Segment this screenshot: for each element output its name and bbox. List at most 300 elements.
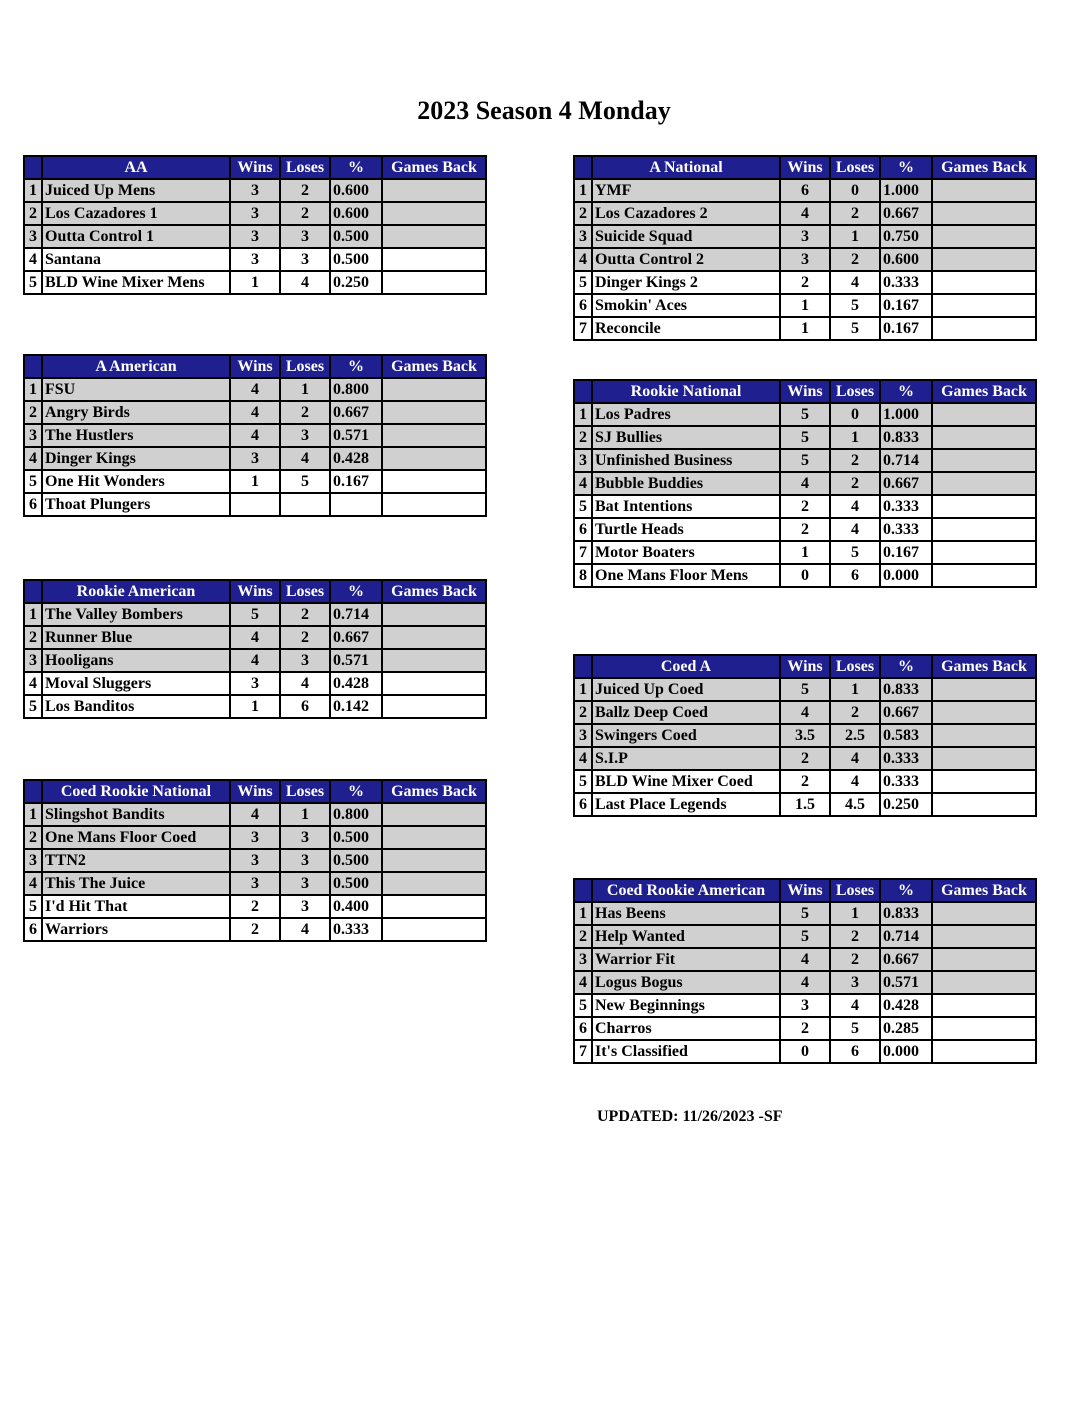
loses-cell: 5 <box>830 317 880 340</box>
team-name-cell: Juiced Up Mens <box>42 179 230 202</box>
pct-cell: 0.428 <box>330 447 382 470</box>
header-wins: Wins <box>780 156 830 179</box>
wins-cell: 2 <box>230 918 280 941</box>
table-row <box>574 1040 1036 1063</box>
table-row <box>24 493 486 516</box>
games-back-cell <box>382 179 486 202</box>
table-row <box>24 803 486 826</box>
team-name-cell: The Hustlers <box>42 424 230 447</box>
pct-cell: 0.667 <box>880 202 932 225</box>
pct-cell: 0.167 <box>330 470 382 493</box>
games-back-cell <box>382 424 486 447</box>
table-row <box>574 426 1036 449</box>
table-row <box>574 701 1036 724</box>
pct-cell: 0.333 <box>330 918 382 941</box>
wins-cell: 4 <box>230 401 280 424</box>
loses-cell: 4 <box>830 770 880 793</box>
rank-cell: 3 <box>574 449 592 472</box>
games-back-cell <box>932 564 1036 587</box>
games-back-cell <box>382 447 486 470</box>
table-row <box>24 248 486 271</box>
pct-cell: 0.167 <box>880 541 932 564</box>
games-back-cell <box>932 248 1036 271</box>
header-division-name: A American <box>42 355 230 378</box>
pct-cell: 0.428 <box>330 672 382 695</box>
table-row <box>24 202 486 225</box>
pct-cell: 0.714 <box>330 603 382 626</box>
wins-cell: 5 <box>780 678 830 701</box>
rank-cell: 1 <box>24 603 42 626</box>
wins-cell: 5 <box>780 449 830 472</box>
team-name-cell: Warrior Fit <box>592 948 780 971</box>
team-name-cell: This The Juice <box>42 872 230 895</box>
pct-cell: 0.583 <box>880 724 932 747</box>
loses-cell: 4 <box>280 271 330 294</box>
rank-cell: 5 <box>24 271 42 294</box>
loses-cell: 3 <box>280 872 330 895</box>
pct-cell <box>330 493 382 516</box>
team-name-cell: Los Cazadores 1 <box>42 202 230 225</box>
games-back-cell <box>932 994 1036 1017</box>
wins-cell: 4 <box>780 948 830 971</box>
table-row <box>24 378 486 401</box>
pct-cell: 0.000 <box>880 564 932 587</box>
rank-cell: 3 <box>24 424 42 447</box>
pct-cell: 0.667 <box>880 701 932 724</box>
pct-cell: 0.500 <box>330 248 382 271</box>
games-back-cell <box>382 649 486 672</box>
table-row <box>24 826 486 849</box>
team-name-cell: Outta Control 1 <box>42 225 230 248</box>
games-back-cell <box>382 695 486 718</box>
header-division-name: Coed Rookie American <box>592 879 780 902</box>
table-row <box>574 948 1036 971</box>
team-name-cell: SJ Bullies <box>592 426 780 449</box>
header-pct: % <box>330 355 382 378</box>
pct-cell: 0.333 <box>880 770 932 793</box>
pct-cell: 0.400 <box>330 895 382 918</box>
table-row <box>24 271 486 294</box>
standings-table-coed-a <box>573 654 1037 817</box>
loses-cell: 2 <box>830 248 880 271</box>
rank-cell: 2 <box>24 401 42 424</box>
team-name-cell: Los Padres <box>592 403 780 426</box>
wins-cell: 0 <box>780 564 830 587</box>
table-header-row <box>24 355 486 378</box>
wins-cell: 5 <box>780 902 830 925</box>
team-name-cell: I'd Hit That <box>42 895 230 918</box>
loses-cell: 3 <box>280 895 330 918</box>
loses-cell: 2 <box>280 401 330 424</box>
pct-cell: 0.571 <box>330 649 382 672</box>
team-name-cell: Swingers Coed <box>592 724 780 747</box>
wins-cell: 5 <box>780 403 830 426</box>
pct-cell: 0.600 <box>880 248 932 271</box>
wins-cell: 3 <box>230 225 280 248</box>
table-row <box>574 724 1036 747</box>
loses-cell: 5 <box>280 470 330 493</box>
header-division-name: Coed A <box>592 655 780 678</box>
header-wins: Wins <box>230 355 280 378</box>
header-wins: Wins <box>780 655 830 678</box>
pct-cell: 0.333 <box>880 518 932 541</box>
table-row <box>24 695 486 718</box>
loses-cell: 1 <box>280 803 330 826</box>
loses-cell: 3 <box>280 826 330 849</box>
rank-cell: 1 <box>574 403 592 426</box>
loses-cell: 5 <box>830 1017 880 1040</box>
table-row <box>574 225 1036 248</box>
table-row <box>574 472 1036 495</box>
loses-cell: 2 <box>280 179 330 202</box>
standings-table-coed-rookie-national <box>23 779 487 942</box>
header-games-back: Games Back <box>382 580 486 603</box>
header-wins: Wins <box>780 380 830 403</box>
table-row <box>574 495 1036 518</box>
wins-cell: 3 <box>230 447 280 470</box>
rank-cell: 6 <box>574 518 592 541</box>
header-pct: % <box>880 879 932 902</box>
games-back-cell <box>932 317 1036 340</box>
wins-cell: 4 <box>780 202 830 225</box>
rank-cell: 3 <box>24 225 42 248</box>
team-name-cell: Los Banditos <box>42 695 230 718</box>
pct-cell: 0.800 <box>330 803 382 826</box>
table-row <box>574 747 1036 770</box>
loses-cell: 6 <box>830 564 880 587</box>
standings-table-aa <box>23 155 487 295</box>
table-row <box>574 449 1036 472</box>
wins-cell: 1 <box>230 695 280 718</box>
games-back-cell <box>382 626 486 649</box>
team-name-cell: Charros <box>592 1017 780 1040</box>
pct-cell: 1.000 <box>880 179 932 202</box>
pct-cell: 0.500 <box>330 225 382 248</box>
loses-cell: 3 <box>280 649 330 672</box>
rank-cell: 5 <box>24 695 42 718</box>
rank-cell: 8 <box>574 564 592 587</box>
rank-cell: 3 <box>574 225 592 248</box>
team-name-cell: Thoat Plungers <box>42 493 230 516</box>
updated-note: UPDATED: 11/26/2023 -SF <box>597 1108 783 1125</box>
header-pct: % <box>330 780 382 803</box>
wins-cell: 2 <box>780 747 830 770</box>
wins-cell: 1 <box>230 271 280 294</box>
header-wins: Wins <box>230 580 280 603</box>
games-back-cell <box>382 401 486 424</box>
header-pct: % <box>880 380 932 403</box>
header-division-name: A National <box>592 156 780 179</box>
wins-cell: 5 <box>780 925 830 948</box>
header-loses: Loses <box>830 380 880 403</box>
team-name-cell: Turtle Heads <box>592 518 780 541</box>
loses-cell: 4 <box>280 447 330 470</box>
loses-cell: 3 <box>830 971 880 994</box>
rank-cell: 3 <box>24 849 42 872</box>
pct-cell: 0.250 <box>880 793 932 816</box>
table-row <box>24 470 486 493</box>
loses-cell: 4 <box>830 994 880 1017</box>
table-row <box>24 603 486 626</box>
wins-cell: 1.5 <box>780 793 830 816</box>
header-division-name: Rookie National <box>592 380 780 403</box>
team-name-cell: Warriors <box>42 918 230 941</box>
standings-table-coed-rookie-american <box>573 878 1037 1064</box>
header-loses: Loses <box>830 655 880 678</box>
header-wins: Wins <box>230 780 280 803</box>
games-back-cell <box>932 971 1036 994</box>
games-back-cell <box>382 271 486 294</box>
loses-cell: 2.5 <box>830 724 880 747</box>
table-row <box>574 925 1036 948</box>
loses-cell: 2 <box>830 472 880 495</box>
rank-cell: 4 <box>24 447 42 470</box>
wins-cell: 3.5 <box>780 724 830 747</box>
team-name-cell: Outta Control 2 <box>592 248 780 271</box>
pct-cell: 0.571 <box>880 971 932 994</box>
team-name-cell: Suicide Squad <box>592 225 780 248</box>
loses-cell: 4 <box>830 271 880 294</box>
rank-cell: 5 <box>574 495 592 518</box>
team-name-cell: FSU <box>42 378 230 401</box>
pct-cell: 0.333 <box>880 747 932 770</box>
loses-cell: 2 <box>830 925 880 948</box>
wins-cell: 2 <box>780 495 830 518</box>
games-back-cell <box>932 770 1036 793</box>
table-row <box>24 225 486 248</box>
rank-cell: 3 <box>574 948 592 971</box>
wins-cell: 3 <box>230 872 280 895</box>
team-name-cell: Ballz Deep Coed <box>592 701 780 724</box>
wins-cell: 1 <box>230 470 280 493</box>
header-loses: Loses <box>280 580 330 603</box>
rank-cell: 2 <box>574 701 592 724</box>
header-rank-cell <box>24 156 42 179</box>
pct-cell: 0.250 <box>330 271 382 294</box>
table-header-row <box>574 380 1036 403</box>
games-back-cell <box>932 1040 1036 1063</box>
loses-cell: 4 <box>830 747 880 770</box>
loses-cell: 3 <box>280 225 330 248</box>
loses-cell: 2 <box>280 626 330 649</box>
wins-cell: 4 <box>230 803 280 826</box>
rank-cell: 1 <box>24 378 42 401</box>
games-back-cell <box>932 179 1036 202</box>
team-name-cell: Bubble Buddies <box>592 472 780 495</box>
table-row <box>574 179 1036 202</box>
header-pct: % <box>880 156 932 179</box>
games-back-cell <box>932 793 1036 816</box>
loses-cell: 2 <box>280 202 330 225</box>
header-loses: Loses <box>830 879 880 902</box>
pct-cell: 0.600 <box>330 202 382 225</box>
team-name-cell: New Beginnings <box>592 994 780 1017</box>
pct-cell: 0.667 <box>330 626 382 649</box>
rank-cell: 4 <box>574 747 592 770</box>
loses-cell: 5 <box>830 541 880 564</box>
table-row <box>574 271 1036 294</box>
team-name-cell: BLD Wine Mixer Coed <box>592 770 780 793</box>
rank-cell: 4 <box>574 248 592 271</box>
wins-cell: 3 <box>780 994 830 1017</box>
wins-cell: 2 <box>230 895 280 918</box>
rank-cell: 1 <box>574 902 592 925</box>
pct-cell: 0.833 <box>880 902 932 925</box>
team-name-cell: TTN2 <box>42 849 230 872</box>
team-name-cell: One Hit Wonders <box>42 470 230 493</box>
standings-table-rookie-american <box>23 579 487 719</box>
table-row <box>574 678 1036 701</box>
pct-cell: 0.167 <box>880 317 932 340</box>
games-back-cell <box>932 701 1036 724</box>
table-header-row <box>574 156 1036 179</box>
pct-cell: 0.667 <box>880 948 932 971</box>
games-back-cell <box>382 378 486 401</box>
header-division-name: Rookie American <box>42 580 230 603</box>
rank-cell: 4 <box>574 472 592 495</box>
table-row <box>24 849 486 872</box>
games-back-cell <box>932 449 1036 472</box>
wins-cell: 3 <box>780 225 830 248</box>
team-name-cell: Los Cazadores 2 <box>592 202 780 225</box>
header-games-back: Games Back <box>932 380 1036 403</box>
pct-cell: 0.600 <box>330 179 382 202</box>
wins-cell: 4 <box>780 472 830 495</box>
header-rank-cell <box>574 380 592 403</box>
rank-cell: 2 <box>24 202 42 225</box>
games-back-cell <box>932 472 1036 495</box>
table-row <box>574 403 1036 426</box>
wins-cell: 4 <box>230 424 280 447</box>
loses-cell: 4.5 <box>830 793 880 816</box>
pct-cell: 0.167 <box>880 294 932 317</box>
rank-cell: 4 <box>24 872 42 895</box>
games-back-cell <box>932 925 1036 948</box>
loses-cell: 2 <box>830 701 880 724</box>
pct-cell: 0.500 <box>330 872 382 895</box>
games-back-cell <box>932 294 1036 317</box>
table-row <box>24 872 486 895</box>
table-header-row <box>574 879 1036 902</box>
rank-cell: 6 <box>574 294 592 317</box>
table-header-row <box>574 655 1036 678</box>
games-back-cell <box>932 426 1036 449</box>
team-name-cell: Bat Intentions <box>592 495 780 518</box>
header-pct: % <box>880 655 932 678</box>
wins-cell: 2 <box>780 271 830 294</box>
header-rank-cell <box>24 580 42 603</box>
team-name-cell: Dinger Kings <box>42 447 230 470</box>
team-name-cell: One Mans Floor Mens <box>592 564 780 587</box>
wins-cell: 3 <box>230 179 280 202</box>
table-row <box>24 447 486 470</box>
pct-cell: 0.833 <box>880 678 932 701</box>
wins-cell: 3 <box>230 248 280 271</box>
wins-cell: 1 <box>780 294 830 317</box>
games-back-cell <box>932 518 1036 541</box>
loses-cell: 6 <box>280 695 330 718</box>
pct-cell: 0.428 <box>880 994 932 1017</box>
wins-cell: 4 <box>780 701 830 724</box>
rank-cell: 4 <box>24 672 42 695</box>
table-header-row <box>24 156 486 179</box>
table-row <box>574 971 1036 994</box>
wins-cell: 0 <box>780 1040 830 1063</box>
table-row <box>574 793 1036 816</box>
team-name-cell: The Valley Bombers <box>42 603 230 626</box>
header-rank-cell <box>574 879 592 902</box>
table-row <box>574 770 1036 793</box>
header-games-back: Games Back <box>382 780 486 803</box>
rank-cell: 6 <box>24 493 42 516</box>
loses-cell: 3 <box>280 424 330 447</box>
table-row <box>574 994 1036 1017</box>
loses-cell: 4 <box>830 495 880 518</box>
header-rank-cell <box>24 780 42 803</box>
loses-cell: 1 <box>280 378 330 401</box>
table-row <box>574 248 1036 271</box>
rank-cell: 1 <box>24 803 42 826</box>
pct-cell: 0.333 <box>880 271 932 294</box>
team-name-cell: Santana <box>42 248 230 271</box>
wins-cell: 6 <box>780 179 830 202</box>
rank-cell: 4 <box>24 248 42 271</box>
table-row <box>24 918 486 941</box>
standings-table-a-national <box>573 155 1037 341</box>
table-row <box>574 564 1036 587</box>
rank-cell: 1 <box>574 179 592 202</box>
rank-cell: 5 <box>24 895 42 918</box>
rank-cell: 7 <box>574 317 592 340</box>
team-name-cell: Slingshot Bandits <box>42 803 230 826</box>
rank-cell: 4 <box>574 971 592 994</box>
loses-cell <box>280 493 330 516</box>
header-wins: Wins <box>230 156 280 179</box>
games-back-cell <box>932 541 1036 564</box>
loses-cell: 3 <box>280 849 330 872</box>
standings-table-rookie-national <box>573 379 1037 588</box>
table-row <box>24 649 486 672</box>
wins-cell: 1 <box>780 541 830 564</box>
table-row <box>574 1017 1036 1040</box>
loses-cell: 3 <box>280 248 330 271</box>
table-row <box>574 202 1036 225</box>
header-division-name: AA <box>42 156 230 179</box>
header-rank-cell <box>574 156 592 179</box>
games-back-cell <box>932 902 1036 925</box>
rank-cell: 5 <box>574 770 592 793</box>
games-back-cell <box>382 470 486 493</box>
team-name-cell: Moval Sluggers <box>42 672 230 695</box>
loses-cell: 4 <box>830 518 880 541</box>
loses-cell: 4 <box>280 672 330 695</box>
team-name-cell: Last Place Legends <box>592 793 780 816</box>
team-name-cell: Angry Birds <box>42 401 230 424</box>
team-name-cell: Unfinished Business <box>592 449 780 472</box>
games-back-cell <box>382 918 486 941</box>
rank-cell: 1 <box>574 678 592 701</box>
header-loses: Loses <box>280 780 330 803</box>
games-back-cell <box>932 202 1036 225</box>
rank-cell: 6 <box>574 1017 592 1040</box>
pct-cell: 0.285 <box>880 1017 932 1040</box>
rank-cell: 2 <box>24 826 42 849</box>
team-name-cell: Reconcile <box>592 317 780 340</box>
table-row <box>24 626 486 649</box>
header-pct: % <box>330 580 382 603</box>
pct-cell: 0.750 <box>880 225 932 248</box>
team-name-cell: Runner Blue <box>42 626 230 649</box>
